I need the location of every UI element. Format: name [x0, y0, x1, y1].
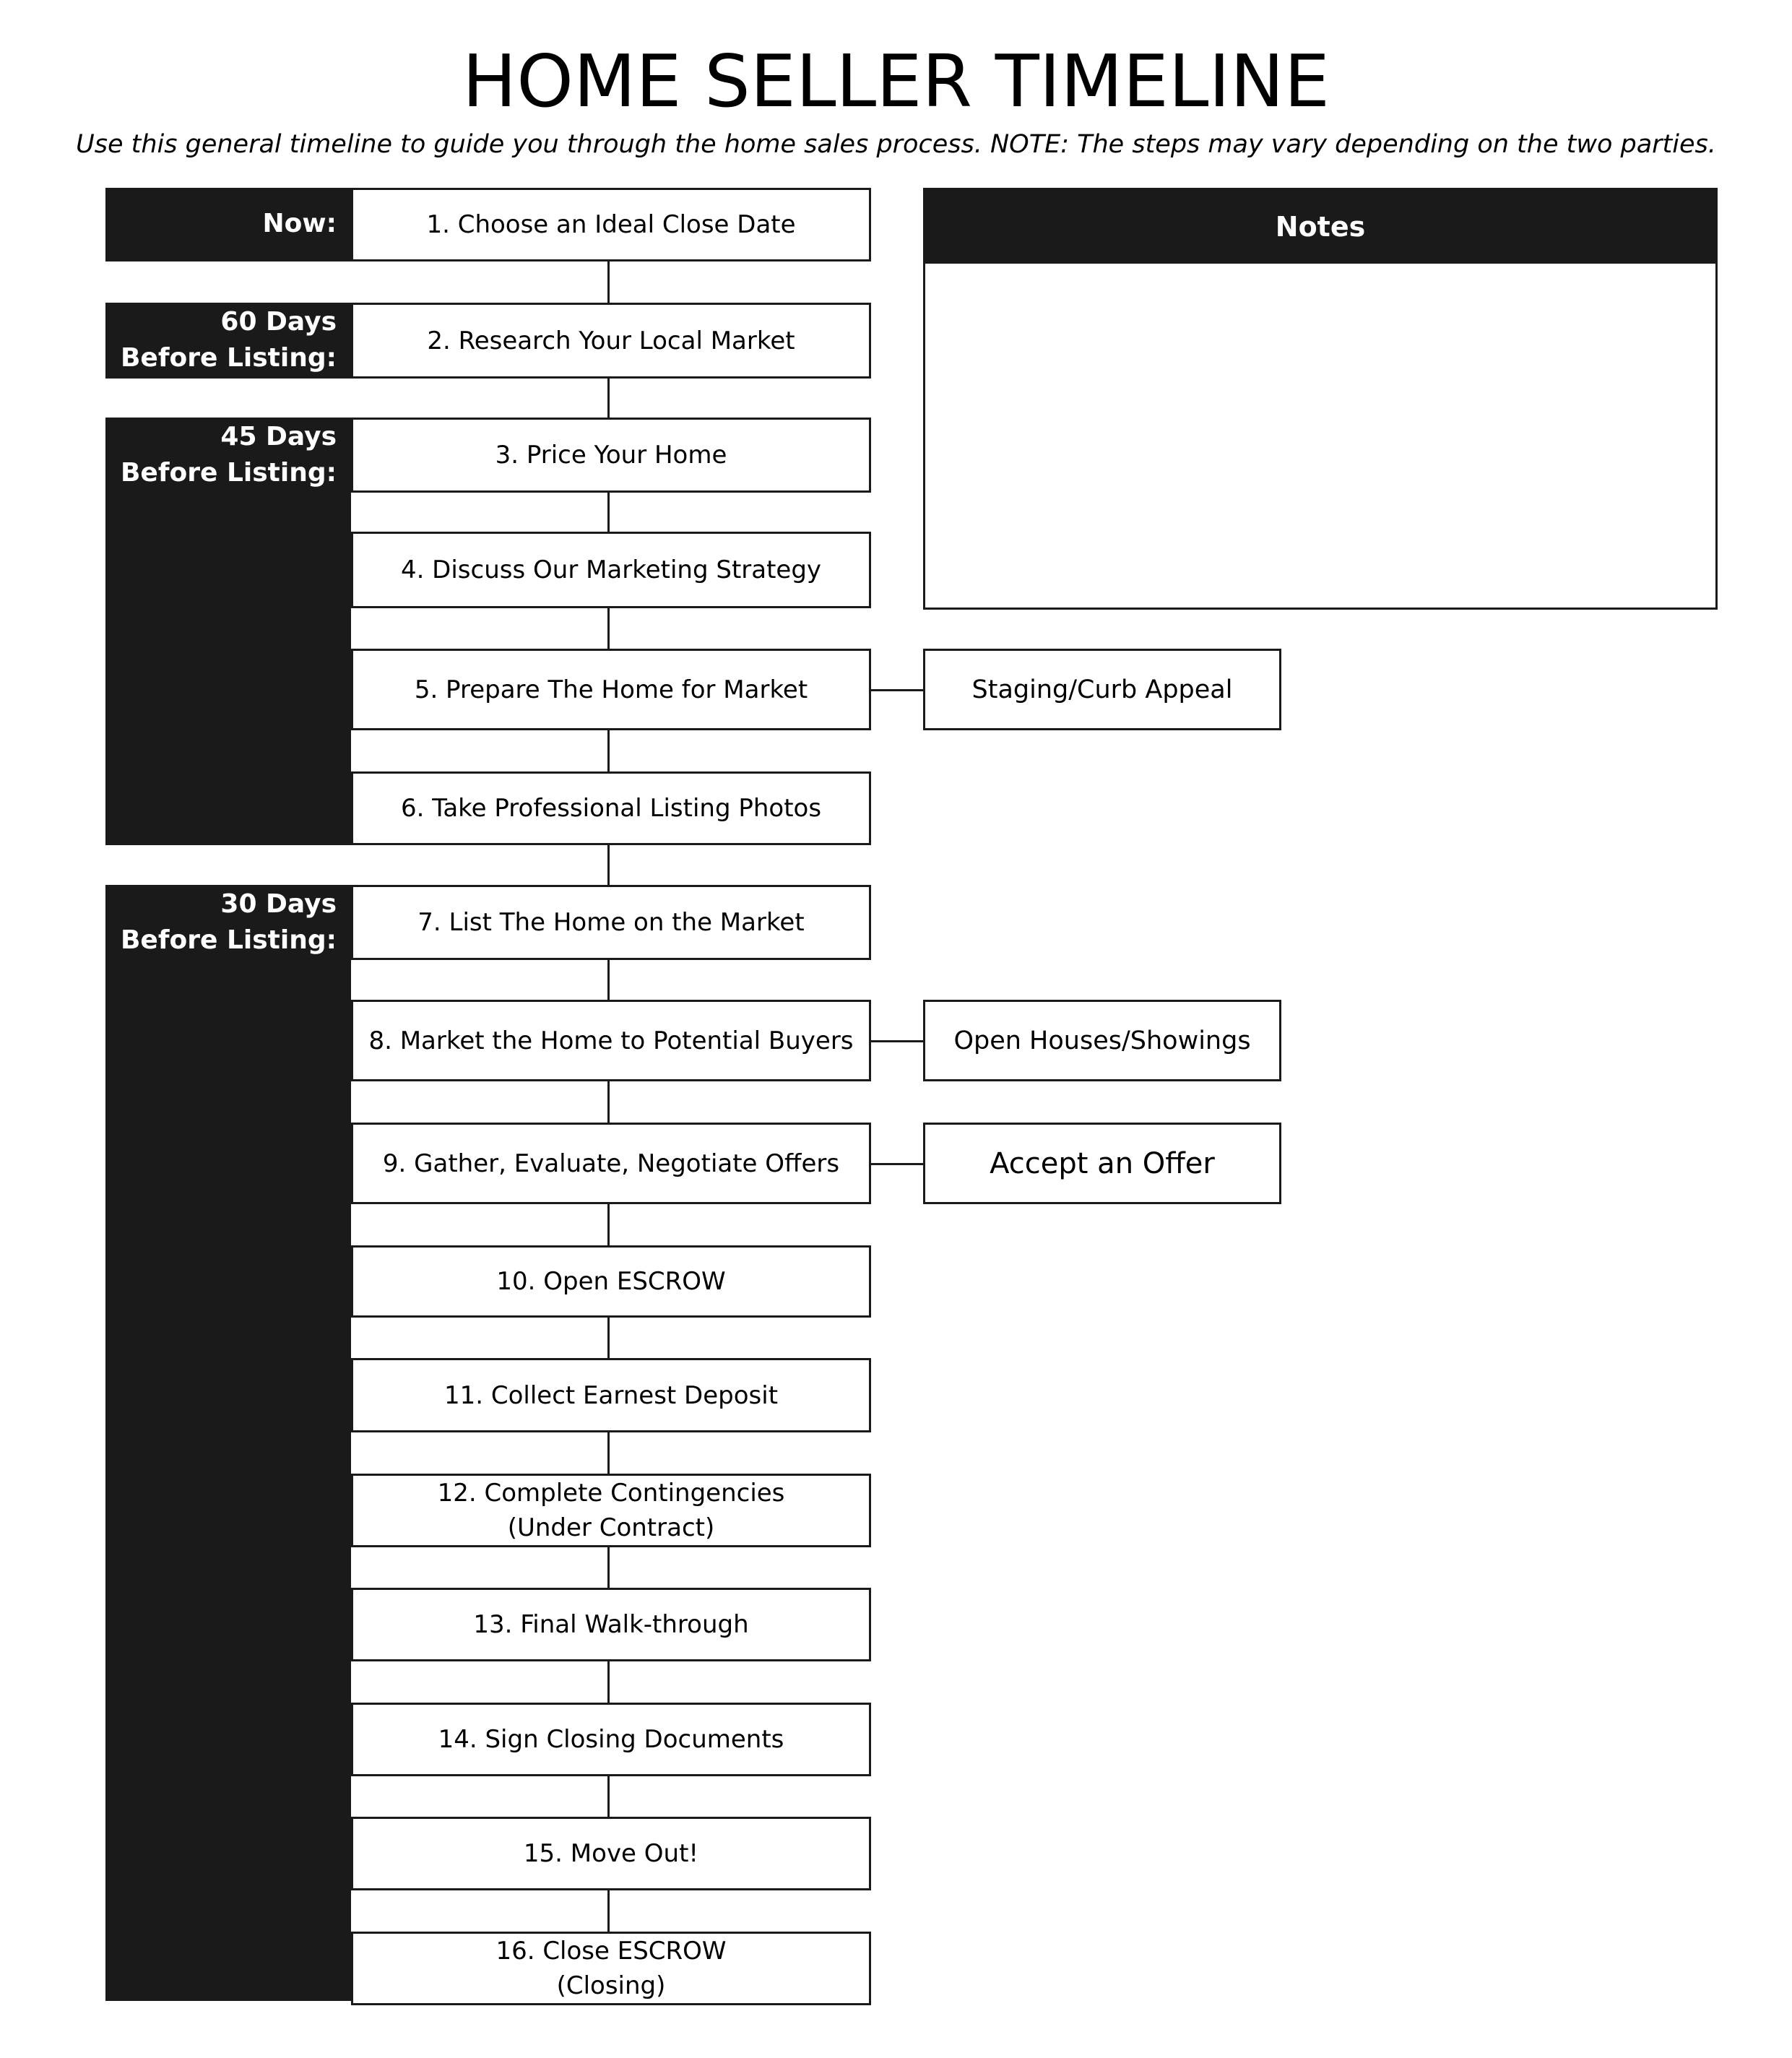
- step-2: 2. Research Your Local Market: [351, 303, 871, 379]
- step-7: 7. List The Home on the Market: [351, 885, 871, 960]
- step-15: 15. Move Out!: [351, 1817, 871, 1890]
- phase-60-days-label: 60 Days Before Listing:: [120, 307, 337, 373]
- phase-45-days-label: 45 Days Before Listing:: [120, 422, 337, 488]
- step-12: 12. Complete Contingencies (Under Contract): [351, 1474, 871, 1547]
- side-connector-line: [871, 689, 923, 691]
- connector-line: [607, 1661, 610, 1703]
- notes-header: Notes: [925, 190, 1715, 264]
- notes-panel[interactable]: [923, 188, 1718, 610]
- step-3: 3. Price Your Home: [351, 418, 871, 493]
- side-staging-curb-appeal: Staging/Curb Appeal: [923, 649, 1281, 730]
- connector-line: [607, 1890, 610, 1932]
- connector-line: [607, 1547, 610, 1588]
- phase-45-days: [105, 418, 351, 845]
- step-14: 14. Sign Closing Documents: [351, 1703, 871, 1776]
- connector-line: [607, 493, 610, 532]
- side-accept-an-offer: Accept an Offer: [923, 1123, 1281, 1204]
- connector-line: [607, 1081, 610, 1123]
- connector-line: [607, 608, 610, 649]
- phase-30-days-label: 30 Days Before Listing:: [120, 889, 337, 955]
- page-title: HOME SELLER TIMELINE: [462, 39, 1330, 124]
- connector-line: [607, 1204, 610, 1245]
- phase-60-days: [105, 303, 351, 379]
- connector-line: [607, 960, 610, 1000]
- page-subtitle: Use this general timeline to guide you through the home sales process. NOTE: The steps may vary depending on the two parties.: [76, 130, 1716, 159]
- step-10: 10. Open ESCROW: [351, 1245, 871, 1318]
- step-5: 5. Prepare The Home for Market: [351, 649, 871, 730]
- phase-now: [105, 188, 351, 261]
- connector-line: [607, 845, 610, 885]
- step-1: 1. Choose an Ideal Close Date: [351, 188, 871, 261]
- step-9: 9. Gather, Evaluate, Negotiate Offers: [351, 1123, 871, 1204]
- step-13: 13. Final Walk-through: [351, 1588, 871, 1661]
- phase-now-label: Now:: [262, 209, 337, 238]
- connector-line: [607, 1318, 610, 1358]
- step-8: 8. Market the Home to Potential Buyers: [351, 1000, 871, 1081]
- step-6: 6. Take Professional Listing Photos: [351, 771, 871, 845]
- connector-line: [607, 261, 610, 303]
- step-4: 4. Discuss Our Marketing Strategy: [351, 532, 871, 608]
- side-connector-line: [871, 1163, 923, 1165]
- connector-line: [607, 1432, 610, 1474]
- step-16: 16. Close ESCROW (Closing): [351, 1932, 871, 2005]
- side-connector-line: [871, 1040, 923, 1042]
- connector-line: [607, 730, 610, 771]
- connector-line: [607, 379, 610, 418]
- step-11: 11. Collect Earnest Deposit: [351, 1358, 871, 1432]
- side-open-houses-showings: Open Houses/Showings: [923, 1000, 1281, 1081]
- connector-line: [607, 1776, 610, 1817]
- phase-30-days: [105, 885, 351, 2001]
